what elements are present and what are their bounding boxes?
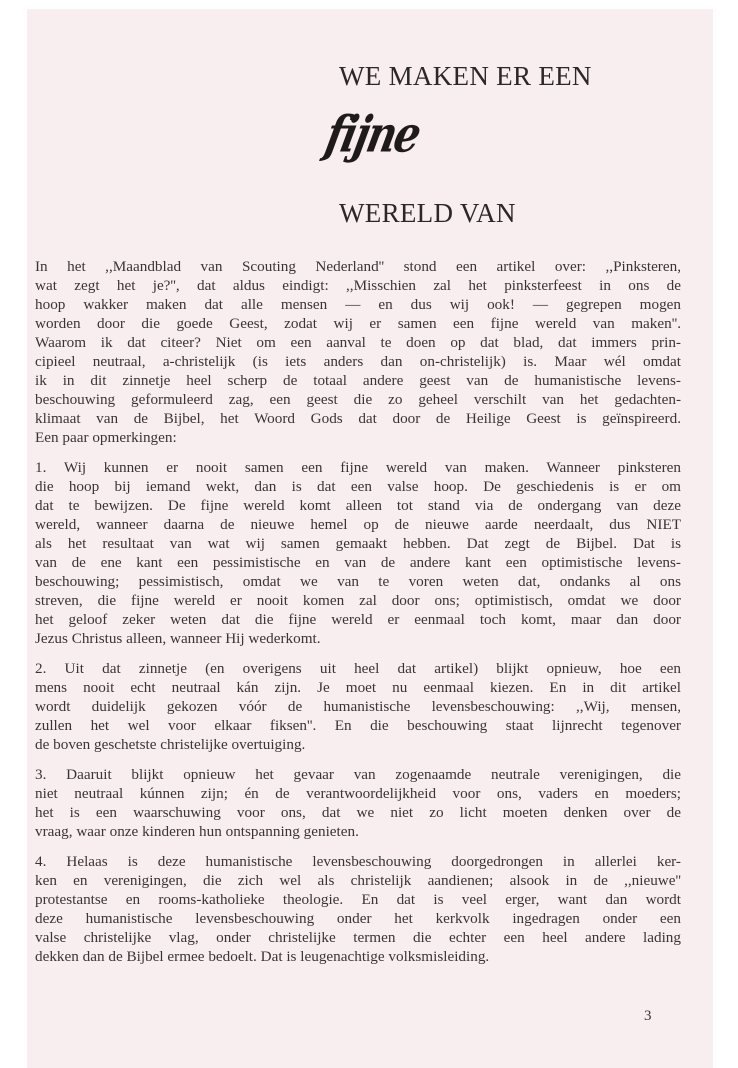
text-line: niet neutraal kúnnen zijn; én de verantwoordelijkheid voor ons, vaders en moeders;	[35, 785, 681, 802]
text-line: protestantse en rooms-katholieke theologie. En dat is veel erger, want dan wordt	[35, 891, 681, 908]
paragraph	[35, 458, 681, 648]
text-line: valse christelijke vlag, onder christelijke termen die echter een heel andere lading	[35, 929, 681, 946]
text-line: die hoop bij iemand wekt, dan is dat een valse hoop. De geschiedenis is er om	[35, 478, 681, 495]
text-line: 2. Uit dat zinnetje (en overigens uit heel dat artikel) blijkt opnieuw, hoe een	[35, 660, 681, 677]
text-line: de boven geschetste christelijke overtuiging.	[35, 736, 306, 753]
text-line: wordt duidelijk gekozen vóór de humanistische levensbeschouwing: ,,Wij, mensen,	[35, 698, 681, 715]
paragraph	[35, 765, 681, 841]
text-line: dat te bewijzen. De fijne wereld komt alleen tot stand via de ondergang van deze	[35, 497, 681, 514]
text-line: mens nooit echt neutraal kán zijn. Je moet nu eenmaal kiezen. En in dit artikel	[35, 679, 681, 696]
text-line: ik in dit zinnetje heel scherp de totaal andere geest van de humanistische levens-	[35, 372, 681, 389]
text-line: beschouwing; pessimistisch, omdat we van te voren weten dat, ondanks al ons	[35, 573, 681, 590]
text-line: als het resultaat van wat wij samen gemaakt hebben. Dat zegt de Bijbel. Dat is	[35, 535, 681, 552]
text-line: zullen het wel voor elkaar fiksen''. En die beschouwing staat lijnrecht tegenover	[35, 717, 681, 734]
paragraph	[35, 659, 681, 754]
text-line: ken en verenigingen, die zich wel als christelijk aandienen; alsook in de ,,nieuwe''	[35, 872, 681, 889]
text-line: het geloof zeker weten dat die fijne wereld er eenmaal toch komt, maar dan door	[35, 611, 681, 628]
text-line: hoop wakker maken dat alle mensen — en dus wij ook! — gegrepen mogen	[35, 296, 681, 313]
text-line: klimaat van de Bijbel, het Woord Gods dat door de Heilige Geest is geïnspireerd.	[35, 410, 681, 427]
title-line-3: WERELD VAN	[339, 198, 516, 228]
text-line: In het ,,Maandblad van Scouting Nederland'' stond een artikel over: ,,Pinksteren,	[35, 258, 681, 275]
text-line: streven, die fijne wereld er nooit komen zal door ons; optimistisch, omdat we door	[35, 592, 681, 609]
text-line: Jezus Christus alleen, wanneer Hij wederkomt.	[35, 630, 321, 647]
article-body	[35, 257, 681, 977]
title-script-word: fijne	[320, 105, 425, 164]
page-number: 3	[644, 1008, 652, 1024]
text-line: vraag, waar onze kinderen hun ontspanning genieten.	[35, 823, 359, 840]
text-line: beschouwing geformuleerd zag, een geest die zo geheel verschilt van het gedachten-	[35, 391, 681, 408]
text-line: 1. Wij kunnen er nooit samen een fijne wereld van maken. Wanneer pinksteren	[35, 459, 681, 476]
text-line: worden door die goede Geest, zodat wij er samen een fijne wereld van maken''.	[35, 315, 681, 332]
text-line: Waarom ik dat citeer? Niet om een aanval te doen op dat blad, dat immers prin-	[35, 334, 681, 351]
text-line: deze humanistische levensbeschouwing onder het kerkvolk ingedragen onder een	[35, 910, 681, 927]
text-line: het is een waarschuwing voor ons, dat we niet zo licht moeten denken over de	[35, 804, 681, 821]
paragraph	[35, 852, 681, 966]
title-line-1: WE MAKEN ER EEN	[339, 61, 592, 91]
text-line: wereld, wanneer daarna de nieuwe hemel op de nieuwe aarde neerdaalt, dus NIET	[35, 516, 681, 533]
text-line: 4. Helaas is deze humanistische levensbeschouwing doorgedrongen in allerlei ker-	[35, 853, 681, 870]
text-line: 3. Daaruit blijkt opnieuw het gevaar van zogenaamde neutrale verenigingen, die	[35, 766, 681, 783]
text-line: wat zegt het je?'', dat aldus eindigt: ,,Misschien zal het pinksterfeest in ons de	[35, 277, 681, 294]
text-line: cipieel neutraal, a-christelijk (is iets anders dan on-christelijk) is. Maar wél omdat	[35, 353, 681, 370]
text-line: van de ene kant een pessimistische en van de andere kant een optimistische levens-	[35, 554, 681, 571]
text-line: Een paar opmerkingen:	[35, 429, 177, 446]
paragraph	[35, 257, 681, 447]
text-line: dekken dan de Bijbel ermee bedoelt. Dat is leugenachtige volksmisleiding.	[35, 948, 490, 965]
